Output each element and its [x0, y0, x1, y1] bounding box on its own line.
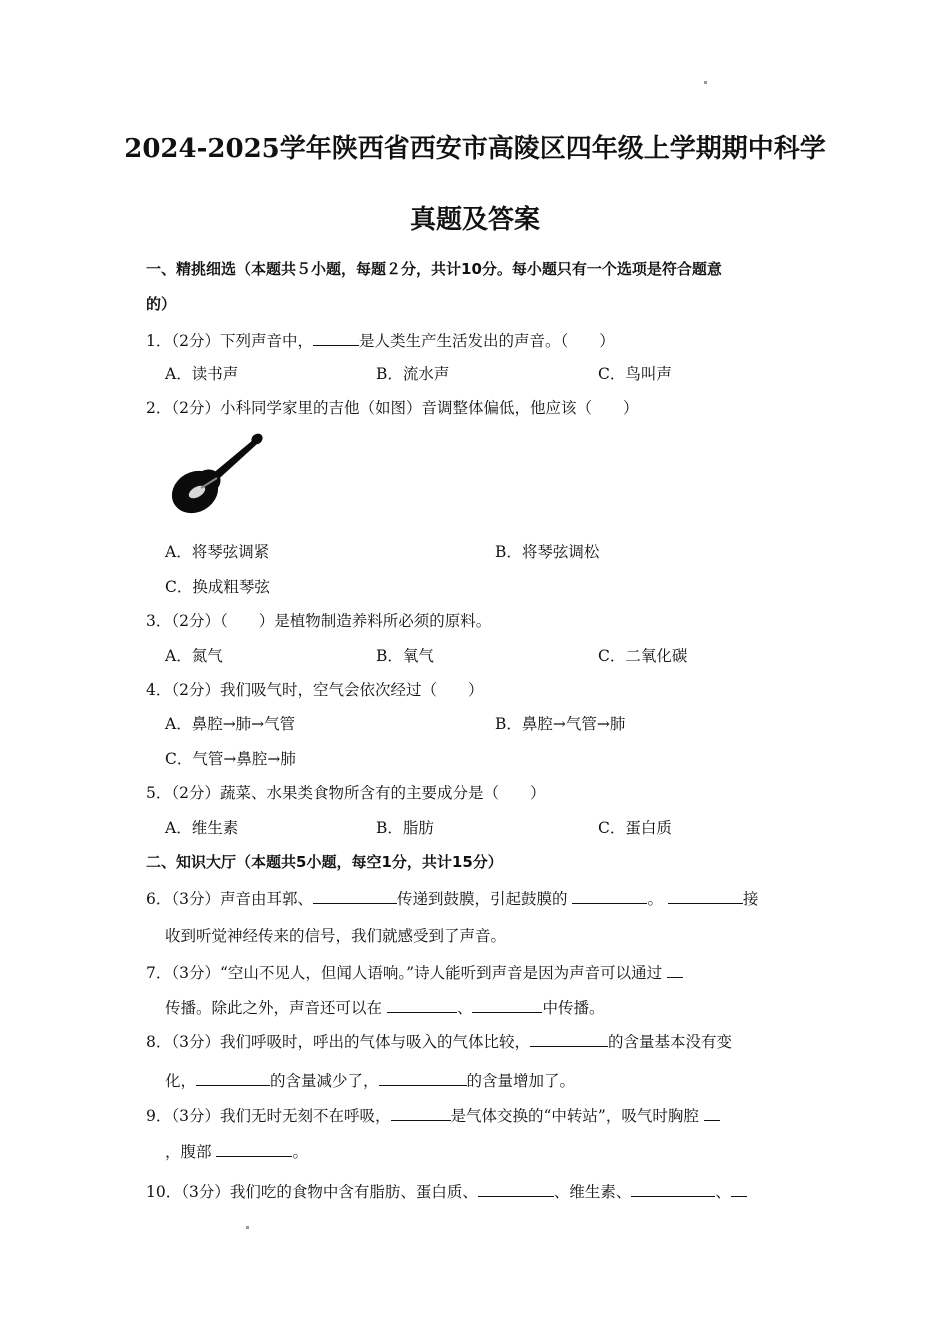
question-6-cont: 收到听觉神经传来的信号，我们就感受到了声音。	[165, 927, 507, 945]
question-text: （2分）下列声音中，	[171, 332, 313, 350]
question-5	[146, 783, 546, 803]
question-text: （3分）我们无时无刻不在呼吸，	[171, 1107, 391, 1125]
q2-option-b[interactable]: B．将琴弦调松	[495, 543, 600, 561]
question-4	[146, 680, 484, 700]
q3-option-a[interactable]: A．氮气	[165, 647, 223, 665]
question-text: 的含量基本没有变	[608, 1033, 733, 1051]
answer-blank[interactable]	[196, 1069, 270, 1086]
q4-option-c[interactable]: C．气管→鼻腔→肺	[165, 750, 296, 768]
question-9-cont	[165, 1140, 308, 1162]
section1-heading-cont: 的）	[146, 295, 177, 313]
question-text: 、	[456, 999, 473, 1017]
question-text: 的含量增加了。	[466, 1072, 576, 1090]
question-text: （2分）小科同学家里的吉他（如图）音调整体偏低，他应该（ ）	[171, 399, 639, 417]
question-text: 传递到鼓膜，引起鼓膜的	[397, 890, 573, 908]
question-text: 传播。除此之外，声音还可以在	[165, 999, 387, 1017]
answer-blank[interactable]	[391, 1104, 451, 1121]
q5-option-a[interactable]: A．维生素	[165, 819, 239, 837]
question-text: 的含量减少了，	[270, 1072, 379, 1090]
question-text: 。	[292, 1143, 308, 1161]
question-number: 3．	[146, 612, 172, 630]
question-text: 是人类生产生活发出的声音。（ ）	[359, 332, 615, 350]
answer-blank[interactable]	[313, 887, 397, 904]
answer-blank[interactable]	[667, 961, 683, 978]
question-text: 。	[647, 890, 668, 908]
question-text: （2分）蔬菜、水果类食物所含有的主要成分是（ ）	[171, 784, 546, 802]
question-text: （3分）“空山不见人，但闻人语响。”诗人能听到声音是因为声音可以通过	[171, 964, 668, 982]
question-number: 1．	[146, 332, 172, 350]
question-text: （3分）我们吃的食物中含有脂肪、蛋白质、	[181, 1183, 478, 1201]
q3-option-c[interactable]: C．二氧化碳	[598, 647, 688, 665]
section2-heading: 二、知识大厅（本题共5小题，每空1分，共计15分）	[146, 853, 503, 871]
question-1	[146, 329, 615, 351]
answer-blank[interactable]	[478, 1180, 554, 1197]
answer-blank[interactable]	[668, 887, 743, 904]
question-text: （2分）我们吸气时，空气会依次经过（ ）	[171, 681, 484, 699]
question-7-cont	[165, 996, 604, 1018]
question-text: 接	[742, 890, 759, 908]
scan-mark-bottom	[246, 1226, 249, 1229]
document-title-line2: 真题及答案	[409, 205, 540, 235]
question-8-cont	[165, 1069, 575, 1091]
question-7	[146, 961, 683, 983]
question-number: 10．	[146, 1183, 182, 1201]
scan-mark-top	[704, 81, 707, 84]
question-9	[146, 1104, 720, 1126]
answer-blank[interactable]	[731, 1180, 747, 1197]
question-8	[146, 1030, 732, 1052]
question-text: 化，	[165, 1072, 197, 1090]
answer-blank[interactable]	[313, 329, 359, 346]
question-6	[146, 887, 758, 909]
question-text: （3分）声音由耳郭、	[171, 890, 313, 908]
q4-option-b[interactable]: B．鼻腔→气管→肺	[495, 715, 626, 733]
answer-blank[interactable]	[631, 1180, 715, 1197]
question-number: 5．	[146, 784, 172, 802]
answer-blank[interactable]	[530, 1030, 608, 1047]
question-3	[146, 611, 491, 631]
question-number: 6．	[146, 890, 172, 908]
question-text: （3分）我们呼吸时，呼出的气体与吸入的气体比较，	[171, 1033, 530, 1051]
answer-blank[interactable]	[572, 887, 647, 904]
q5-option-b[interactable]: B．脂肪	[376, 819, 434, 837]
question-number: 8．	[146, 1033, 172, 1051]
answer-blank[interactable]	[472, 996, 542, 1013]
question-number: 4．	[146, 681, 172, 699]
question-text: 是气体交换的“中转站”，吸气时胸腔	[450, 1107, 704, 1125]
question-text: 中传播。	[542, 999, 605, 1017]
q2-option-c[interactable]: C．换成粗琴弦	[165, 578, 270, 596]
question-text: （2分）（ ）是植物制造养料所必须的原料。	[171, 612, 492, 630]
q1-option-c[interactable]: C．鸟叫声	[598, 365, 672, 383]
question-text: 、维生素、	[553, 1183, 632, 1201]
q1-option-a[interactable]: A．读书声	[165, 365, 239, 383]
q4-option-a[interactable]: A．鼻腔→肺→气管	[165, 715, 296, 733]
guitar-image	[165, 430, 270, 525]
q3-option-b[interactable]: B．氧气	[376, 647, 434, 665]
question-2	[146, 398, 639, 418]
q1-option-b[interactable]: B．流水声	[376, 365, 450, 383]
question-10	[146, 1180, 747, 1202]
answer-blank[interactable]	[379, 1069, 467, 1086]
question-text: 、	[715, 1183, 731, 1201]
q2-option-a[interactable]: A．将琴弦调紧	[165, 543, 270, 561]
answer-blank[interactable]	[387, 996, 457, 1013]
question-text: ，腹部	[165, 1143, 217, 1161]
answer-blank[interactable]	[704, 1104, 720, 1121]
question-number: 2．	[146, 399, 172, 417]
answer-blank[interactable]	[216, 1140, 292, 1157]
question-number: 9．	[146, 1107, 172, 1125]
section1-heading: 一、精挑细选（本题共５小题，每题２分，共计10分。每小题只有一个选项是符合题意	[146, 260, 722, 278]
q5-option-c[interactable]: C．蛋白质	[598, 819, 672, 837]
question-number: 7．	[146, 964, 172, 982]
document-title-line1: 2024-2025学年陕西省西安市高陵区四年级上学期期中科学	[124, 134, 826, 164]
